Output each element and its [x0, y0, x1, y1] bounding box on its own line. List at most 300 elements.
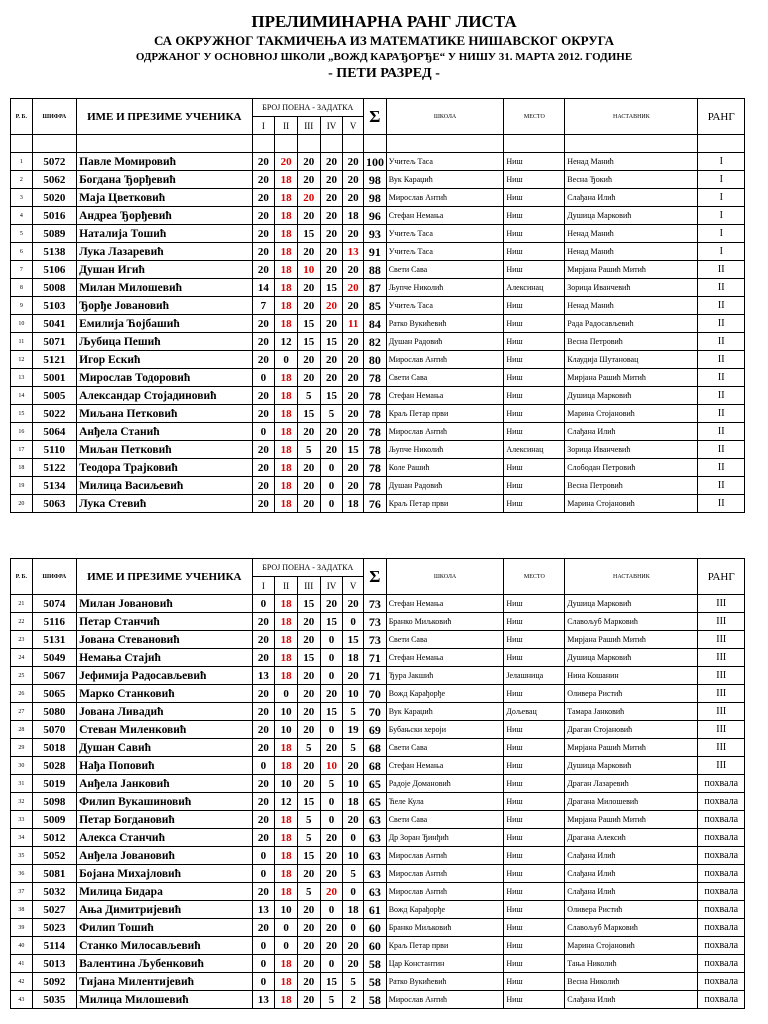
task-score: 20	[252, 721, 275, 739]
row-number: 3	[11, 189, 33, 207]
task-score: 18	[275, 757, 298, 775]
task-score: 5	[297, 739, 320, 757]
student-name: Богдана Ђорђевић	[77, 171, 252, 189]
task-score: 20	[343, 667, 364, 685]
row-number: 18	[11, 459, 33, 477]
school-name: Стефан Немања	[386, 757, 504, 775]
task-score: 20	[297, 495, 320, 513]
row-number: 12	[11, 351, 33, 369]
task-score: 20	[252, 261, 275, 279]
task-score: 20	[320, 225, 343, 243]
place-name: Ниш	[504, 351, 565, 369]
task-score: 0	[320, 631, 343, 649]
place-name: Ниш	[504, 423, 565, 441]
task-score: 20	[297, 207, 320, 225]
student-name: Филип Вукашиновић	[77, 793, 252, 811]
task-score: 18	[275, 883, 298, 901]
task-score: 18	[343, 649, 364, 667]
task-score: 20	[252, 883, 275, 901]
teacher-name: Слободан Петровић	[565, 459, 698, 477]
total-score: 63	[364, 811, 387, 829]
task-score: 18	[275, 261, 298, 279]
teacher-name: Драгана Алексић	[565, 829, 698, 847]
ranking-table-1	[10, 98, 745, 513]
student-name: Лука Лазаревић	[77, 243, 252, 261]
total-score: 78	[364, 369, 387, 387]
total-score: 68	[364, 739, 387, 757]
empty-cell	[297, 135, 320, 153]
student-code: 5098	[32, 793, 76, 811]
school-name: Вожд Карађорђе	[386, 901, 504, 919]
rank-value: II	[698, 459, 745, 477]
table-row	[11, 207, 745, 225]
task-score: 20	[297, 279, 320, 297]
rank-value: II	[698, 315, 745, 333]
place-name: Ниш	[504, 477, 565, 495]
teacher-name: Славољуб Марковић	[565, 919, 698, 937]
col-school-header: ШКОЛА	[386, 559, 504, 595]
student-code: 5114	[32, 937, 76, 955]
task-score: 18	[275, 369, 298, 387]
teacher-name: Мирјана Рашић Митић	[565, 261, 698, 279]
teacher-name: Тања Николић	[565, 955, 698, 973]
student-code: 5072	[32, 153, 76, 171]
total-score: 60	[364, 937, 387, 955]
task-score: 20	[343, 459, 364, 477]
school-name: Краљ Петар први	[386, 937, 504, 955]
task-score: 15	[297, 405, 320, 423]
task-score: 18	[275, 631, 298, 649]
teacher-name: Весна Петровић	[565, 333, 698, 351]
school-name: Краљ Петар први	[386, 405, 504, 423]
teacher-name: Душица Марковић	[565, 207, 698, 225]
teacher-name: Нина Кошанин	[565, 667, 698, 685]
table-row	[11, 243, 745, 261]
task-score: 15	[297, 649, 320, 667]
task-score: 18	[275, 667, 298, 685]
table-row	[11, 667, 745, 685]
table-row	[11, 703, 745, 721]
place-name: Ниш	[504, 171, 565, 189]
school-name: Учитељ Таса	[386, 297, 504, 315]
student-code: 5062	[32, 171, 76, 189]
student-code: 5089	[32, 225, 76, 243]
task-score: 18	[275, 973, 298, 991]
total-score: 65	[364, 793, 387, 811]
task-score: 18	[343, 793, 364, 811]
task-score: 18	[275, 243, 298, 261]
school-name: Учитељ Таса	[386, 225, 504, 243]
student-name: Јована Ливадић	[77, 703, 252, 721]
school-name: Вожд Карађорђе	[386, 685, 504, 703]
task-number-header: I	[252, 117, 275, 135]
total-score: 63	[364, 883, 387, 901]
row-number: 27	[11, 703, 33, 721]
task-score: 20	[252, 171, 275, 189]
task-score: 0	[252, 865, 275, 883]
school-name: Душан Радовић	[386, 333, 504, 351]
task-score: 18	[275, 829, 298, 847]
task-score: 18	[275, 279, 298, 297]
rank-value: II	[698, 261, 745, 279]
task-score: 20	[297, 423, 320, 441]
teacher-name: Ненад Манић	[565, 243, 698, 261]
task-score: 20	[343, 333, 364, 351]
teacher-name: Ненад Манић	[565, 297, 698, 315]
task-score: 0	[320, 901, 343, 919]
task-score: 5	[343, 973, 364, 991]
task-score: 20	[252, 153, 275, 171]
task-score: 5	[343, 703, 364, 721]
place-name: Ниш	[504, 405, 565, 423]
student-code: 5001	[32, 369, 76, 387]
rank-value: похвала	[698, 829, 745, 847]
table-row	[11, 811, 745, 829]
table-row	[11, 955, 745, 973]
rank-value: III	[698, 721, 745, 739]
task-score: 20	[252, 243, 275, 261]
school-name: Мирослав Антић	[386, 883, 504, 901]
school-name: Стефан Немања	[386, 595, 504, 613]
task-score: 20	[320, 847, 343, 865]
student-code: 5067	[32, 667, 76, 685]
student-code: 5028	[32, 757, 76, 775]
student-code: 5121	[32, 351, 76, 369]
total-score: 60	[364, 919, 387, 937]
task-score: 10	[320, 757, 343, 775]
table-row	[11, 793, 745, 811]
teacher-name: Клаудија Шутановац	[565, 351, 698, 369]
task-score: 0	[275, 937, 298, 955]
total-score: 91	[364, 243, 387, 261]
student-code: 5110	[32, 441, 76, 459]
teacher-name: Весна Николић	[565, 973, 698, 991]
task-score: 15	[320, 613, 343, 631]
rank-value: похвала	[698, 775, 745, 793]
school-name: Мирослав Антић	[386, 351, 504, 369]
place-name: Ниш	[504, 649, 565, 667]
teacher-name: Слађана Илић	[565, 847, 698, 865]
table-row	[11, 919, 745, 937]
task-score: 20	[343, 405, 364, 423]
row-number: 29	[11, 739, 33, 757]
row-number: 11	[11, 333, 33, 351]
total-score: 96	[364, 207, 387, 225]
col-rb-header: Р. Б.	[11, 559, 33, 595]
row-number: 35	[11, 847, 33, 865]
task-score: 20	[252, 829, 275, 847]
task-score: 20	[343, 225, 364, 243]
table-row	[11, 595, 745, 613]
task-score: 20	[252, 333, 275, 351]
task-score: 20	[320, 351, 343, 369]
school-name: Учитељ Таса	[386, 153, 504, 171]
place-name: Ниш	[504, 369, 565, 387]
row-number: 1	[11, 153, 33, 171]
task-score: 20	[320, 297, 343, 315]
row-number: 7	[11, 261, 33, 279]
row-number: 31	[11, 775, 33, 793]
row-number: 28	[11, 721, 33, 739]
rank-value: III	[698, 667, 745, 685]
table-row	[11, 775, 745, 793]
task-number-header: II	[275, 117, 298, 135]
task-score: 0	[343, 829, 364, 847]
task-score: 18	[275, 225, 298, 243]
task-score: 20	[343, 297, 364, 315]
student-name: Павле Момировић	[77, 153, 252, 171]
rank-value: I	[698, 225, 745, 243]
rank-value: похвала	[698, 991, 745, 1009]
place-name: Ниш	[504, 631, 565, 649]
total-score: 85	[364, 297, 387, 315]
row-number: 5	[11, 225, 33, 243]
row-number: 23	[11, 631, 33, 649]
teacher-name: Зорица Иванчевић	[565, 441, 698, 459]
task-score: 20	[320, 919, 343, 937]
task-number-header: V	[343, 577, 364, 595]
task-score: 18	[275, 811, 298, 829]
task-score: 15	[297, 595, 320, 613]
student-code: 5008	[32, 279, 76, 297]
school-name: Бранко Миљковић	[386, 919, 504, 937]
task-score: 20	[252, 811, 275, 829]
task-score: 20	[252, 919, 275, 937]
student-code: 5019	[32, 775, 76, 793]
task-score: 0	[320, 811, 343, 829]
teacher-name: Оливера Ристић	[565, 685, 698, 703]
task-score: 20	[252, 739, 275, 757]
place-name: Ниш	[504, 829, 565, 847]
task-score: 0	[343, 883, 364, 901]
table-row	[11, 901, 745, 919]
student-name: Милан Милошевић	[77, 279, 252, 297]
task-score: 0	[320, 477, 343, 495]
table-row	[11, 369, 745, 387]
student-code: 5103	[32, 297, 76, 315]
task-score: 20	[320, 865, 343, 883]
student-code: 5074	[32, 595, 76, 613]
student-code: 5016	[32, 207, 76, 225]
task-score: 20	[252, 495, 275, 513]
task-score: 20	[297, 297, 320, 315]
col-rank-header: РАНГ	[698, 99, 745, 135]
task-score: 0	[252, 847, 275, 865]
total-score: 76	[364, 495, 387, 513]
task-score: 0	[275, 685, 298, 703]
student-code: 5041	[32, 315, 76, 333]
total-score: 73	[364, 613, 387, 631]
place-name: Ниш	[504, 721, 565, 739]
task-score: 20	[297, 369, 320, 387]
task-score: 20	[252, 775, 275, 793]
task-score: 12	[275, 793, 298, 811]
task-score: 5	[297, 883, 320, 901]
school-name: Радоје Домановић	[386, 775, 504, 793]
place-name: Ниш	[504, 613, 565, 631]
rank-value: II	[698, 495, 745, 513]
task-score: 18	[275, 739, 298, 757]
task-score: 20	[252, 459, 275, 477]
task-score: 20	[297, 757, 320, 775]
place-name: Дољевац	[504, 703, 565, 721]
rank-value: похвала	[698, 847, 745, 865]
place-name: Ниш	[504, 739, 565, 757]
task-score: 5	[297, 829, 320, 847]
total-score: 63	[364, 829, 387, 847]
col-tasks-header: БРОЈ ПОЕНА - ЗАДАТКА	[252, 559, 363, 577]
rank-value: III	[698, 703, 745, 721]
student-name: Стеван Миленковић	[77, 721, 252, 739]
task-score: 5	[297, 387, 320, 405]
student-name: Мирослав Тодоровић	[77, 369, 252, 387]
school-name: Стефан Немања	[386, 387, 504, 405]
task-score: 0	[275, 919, 298, 937]
task-score: 20	[343, 477, 364, 495]
total-score: 93	[364, 225, 387, 243]
task-score: 14	[252, 279, 275, 297]
task-score: 15	[297, 225, 320, 243]
total-score: 63	[364, 865, 387, 883]
school-name: Ђура Јакшић	[386, 667, 504, 685]
student-code: 5013	[32, 955, 76, 973]
row-number: 4	[11, 207, 33, 225]
task-score: 18	[275, 297, 298, 315]
task-score: 20	[252, 225, 275, 243]
task-score: 20	[343, 153, 364, 171]
task-score: 20	[252, 685, 275, 703]
task-score: 18	[275, 387, 298, 405]
task-score: 20	[297, 631, 320, 649]
teacher-name: Слађана Илић	[565, 189, 698, 207]
task-score: 5	[297, 441, 320, 459]
task-score: 10	[275, 721, 298, 739]
student-name: Игор Ескић	[77, 351, 252, 369]
empty-cell	[565, 135, 698, 153]
place-name: Ниш	[504, 459, 565, 477]
rank-value: похвала	[698, 901, 745, 919]
task-score: 0	[320, 495, 343, 513]
rank-value: I	[698, 243, 745, 261]
col-teacher-header: НАСТАВНИК	[565, 559, 698, 595]
table-row	[11, 225, 745, 243]
task-score: 0	[252, 955, 275, 973]
task-score: 18	[343, 901, 364, 919]
place-name: Ниш	[504, 901, 565, 919]
rank-value: II	[698, 423, 745, 441]
table-row	[11, 405, 745, 423]
total-score: 70	[364, 703, 387, 721]
rank-value: III	[698, 631, 745, 649]
table-row	[11, 387, 745, 405]
empty-cell	[364, 135, 387, 153]
student-name: Филип Тошић	[77, 919, 252, 937]
empty-cell	[504, 135, 565, 153]
school-name: Мирослав Антић	[386, 423, 504, 441]
row-number: 37	[11, 883, 33, 901]
total-score: 65	[364, 775, 387, 793]
place-name: Ниш	[504, 207, 565, 225]
task-score: 20	[252, 315, 275, 333]
teacher-name: Мирјана Рашић Митић	[565, 631, 698, 649]
student-name: Душан Игић	[77, 261, 252, 279]
school-name: Вук Караџић	[386, 703, 504, 721]
teacher-name: Мирјана Рашић Митић	[565, 811, 698, 829]
table-row	[11, 757, 745, 775]
table-header-row	[11, 99, 745, 117]
task-score: 18	[275, 649, 298, 667]
table-row	[11, 631, 745, 649]
task-score: 20	[320, 261, 343, 279]
student-name: Алекса Станчић	[77, 829, 252, 847]
table-row	[11, 189, 745, 207]
row-number: 13	[11, 369, 33, 387]
task-score: 0	[320, 459, 343, 477]
student-code: 5052	[32, 847, 76, 865]
place-name: Ниш	[504, 991, 565, 1009]
student-name: Милан Јовановић	[77, 595, 252, 613]
student-name: Бојана Михајловић	[77, 865, 252, 883]
table-row	[11, 441, 745, 459]
task-score: 20	[297, 667, 320, 685]
teacher-name: Душица Марковић	[565, 757, 698, 775]
task-score: 20	[275, 153, 298, 171]
school-name: Стефан Немања	[386, 649, 504, 667]
task-score: 2	[343, 991, 364, 1009]
teacher-name: Весна Петровић	[565, 477, 698, 495]
empty-cell	[275, 135, 298, 153]
school-name: Љупче Николић	[386, 441, 504, 459]
task-score: 18	[343, 495, 364, 513]
task-score: 20	[297, 613, 320, 631]
empty-cell	[386, 135, 504, 153]
task-score: 20	[343, 387, 364, 405]
rank-value: III	[698, 757, 745, 775]
task-score: 20	[252, 387, 275, 405]
student-name: Емилија Ћојбашић	[77, 315, 252, 333]
rank-value: II	[698, 297, 745, 315]
task-score: 20	[343, 811, 364, 829]
student-code: 5081	[32, 865, 76, 883]
task-score: 0	[320, 721, 343, 739]
table-row	[11, 279, 745, 297]
total-score: 84	[364, 315, 387, 333]
student-code: 5131	[32, 631, 76, 649]
rank-value: I	[698, 207, 745, 225]
total-score: 68	[364, 757, 387, 775]
task-score: 20	[252, 703, 275, 721]
teacher-name: Слађана Илић	[565, 865, 698, 883]
school-name: Бубањски хероји	[386, 721, 504, 739]
student-name: Милица Бидара	[77, 883, 252, 901]
table-row	[11, 937, 745, 955]
competition-subtitle: СА ОКРУЖНОГ ТАКМИЧЕЊА ИЗ МАТЕМАТИКЕ НИШАВСКОГ ОКРУГА	[153, 33, 615, 48]
table-row	[11, 685, 745, 703]
col-sum-header: Σ	[364, 559, 387, 595]
task-score: 20	[343, 757, 364, 775]
grade-label: - ПЕТИ РАЗРЕД -	[328, 66, 440, 81]
task-number-header: V	[343, 117, 364, 135]
school-name: Коле Рашић	[386, 459, 504, 477]
teacher-name: Душица Марковић	[565, 649, 698, 667]
total-score: 78	[364, 441, 387, 459]
rank-value: I	[698, 189, 745, 207]
total-score: 70	[364, 685, 387, 703]
place-name: Ниш	[504, 495, 565, 513]
school-name: Свети Сава	[386, 739, 504, 757]
task-score: 20	[297, 991, 320, 1009]
col-sum-header: Σ	[364, 99, 387, 135]
